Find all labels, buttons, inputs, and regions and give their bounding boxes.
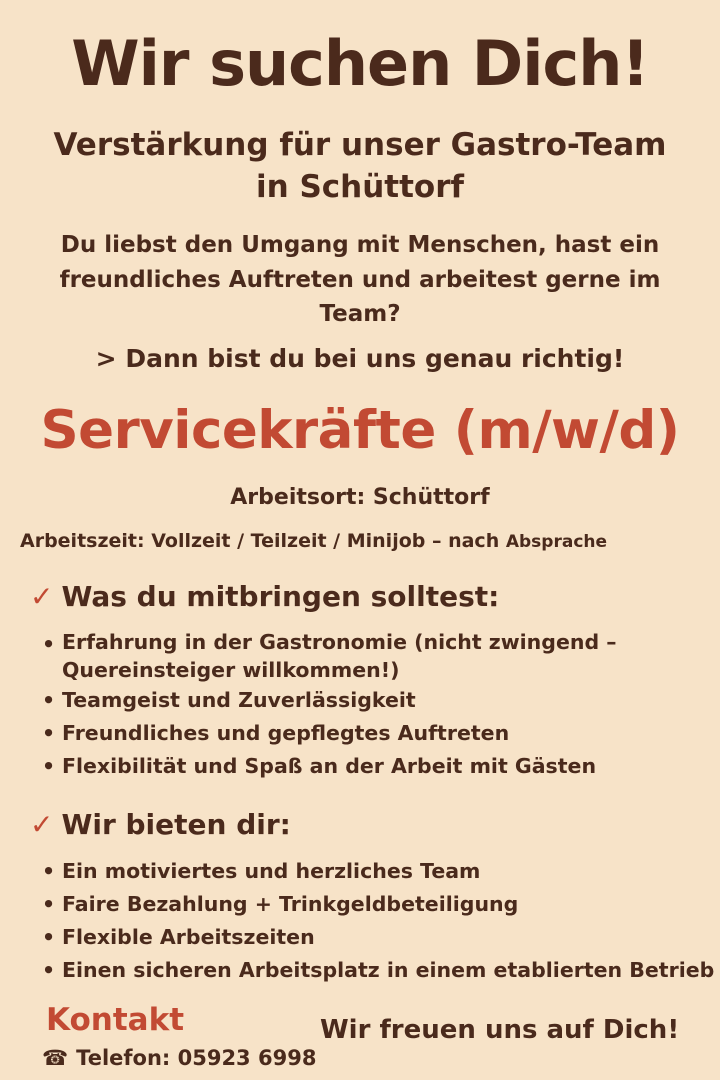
worktime bbox=[20, 530, 720, 552]
contact-phone[interactable] bbox=[42, 1046, 316, 1070]
phone-number: Telefon: 05923 6998 bbox=[76, 1046, 317, 1070]
list-item-text: • Erfahrung in der Gastronomie (nicht zwingend – Quereinsteiger willkommen!) bbox=[62, 630, 617, 682]
list-item-text: Freundliches und gepflegtes Auftreten bbox=[62, 721, 510, 745]
position-title: Servicekräfte (m/w/d) bbox=[40, 400, 680, 461]
list-item bbox=[42, 888, 720, 921]
list-item bbox=[42, 921, 720, 954]
subheadline-line-2: in Schüttorf bbox=[255, 168, 465, 205]
list-item-text: Faire Bezahlung + Trinkgeldbeteiligung bbox=[62, 892, 519, 916]
requirements-list bbox=[42, 628, 720, 783]
list-item-text: Teamgeist und Zuverlässigkeit bbox=[62, 688, 416, 712]
worktime-main: Arbeitszeit: Vollzeit / Teilzeit / Minijob – nach bbox=[20, 530, 500, 552]
list-item bbox=[42, 954, 720, 987]
benefits-title bbox=[30, 808, 291, 841]
worktime-small: Absprache bbox=[505, 532, 608, 552]
subheadline-line-1: Verstärkung für unser Gastro-Team bbox=[53, 127, 667, 163]
list-item bbox=[42, 717, 720, 750]
list-item bbox=[42, 684, 720, 717]
phone-icon: ☎ bbox=[42, 1046, 69, 1070]
list-item-text: Ein motiviertes und herzliches Team bbox=[62, 859, 481, 883]
contact-title: Kontakt bbox=[46, 1002, 185, 1038]
list-item bbox=[42, 628, 642, 684]
benefits-list bbox=[42, 855, 720, 987]
list-item bbox=[42, 750, 720, 783]
benefits-title-text: Wir bieten dir: bbox=[61, 808, 291, 841]
intro-text: Du liebst den Umgang mit Menschen, hast ein freundliches Auftreten und arbeitest gerne im Team? bbox=[59, 232, 661, 327]
closing-text: Wir freuen uns auf Dich! bbox=[320, 1015, 680, 1045]
subheadline bbox=[0, 125, 720, 209]
check-icon: ✓ bbox=[30, 580, 54, 613]
list-item bbox=[42, 855, 720, 888]
call-to-action: > Dann bist du bei uns genau richtig! bbox=[95, 344, 625, 373]
list-item-text: Einen sicheren Arbeitsplatz in einem etablierten Betrieb bbox=[62, 958, 715, 982]
requirements-title-text: Was du mitbringen solltest: bbox=[61, 580, 500, 613]
check-icon: ✓ bbox=[30, 808, 54, 841]
headline: Wir suchen Dich! bbox=[71, 27, 649, 100]
list-item-text: Flexible Arbeitszeiten bbox=[62, 925, 315, 949]
workplace: Arbeitsort: Schüttorf bbox=[230, 485, 490, 510]
list-item-text: Flexibilität und Spaß an der Arbeit mit Gästen bbox=[62, 754, 597, 778]
requirements-title bbox=[30, 580, 499, 613]
